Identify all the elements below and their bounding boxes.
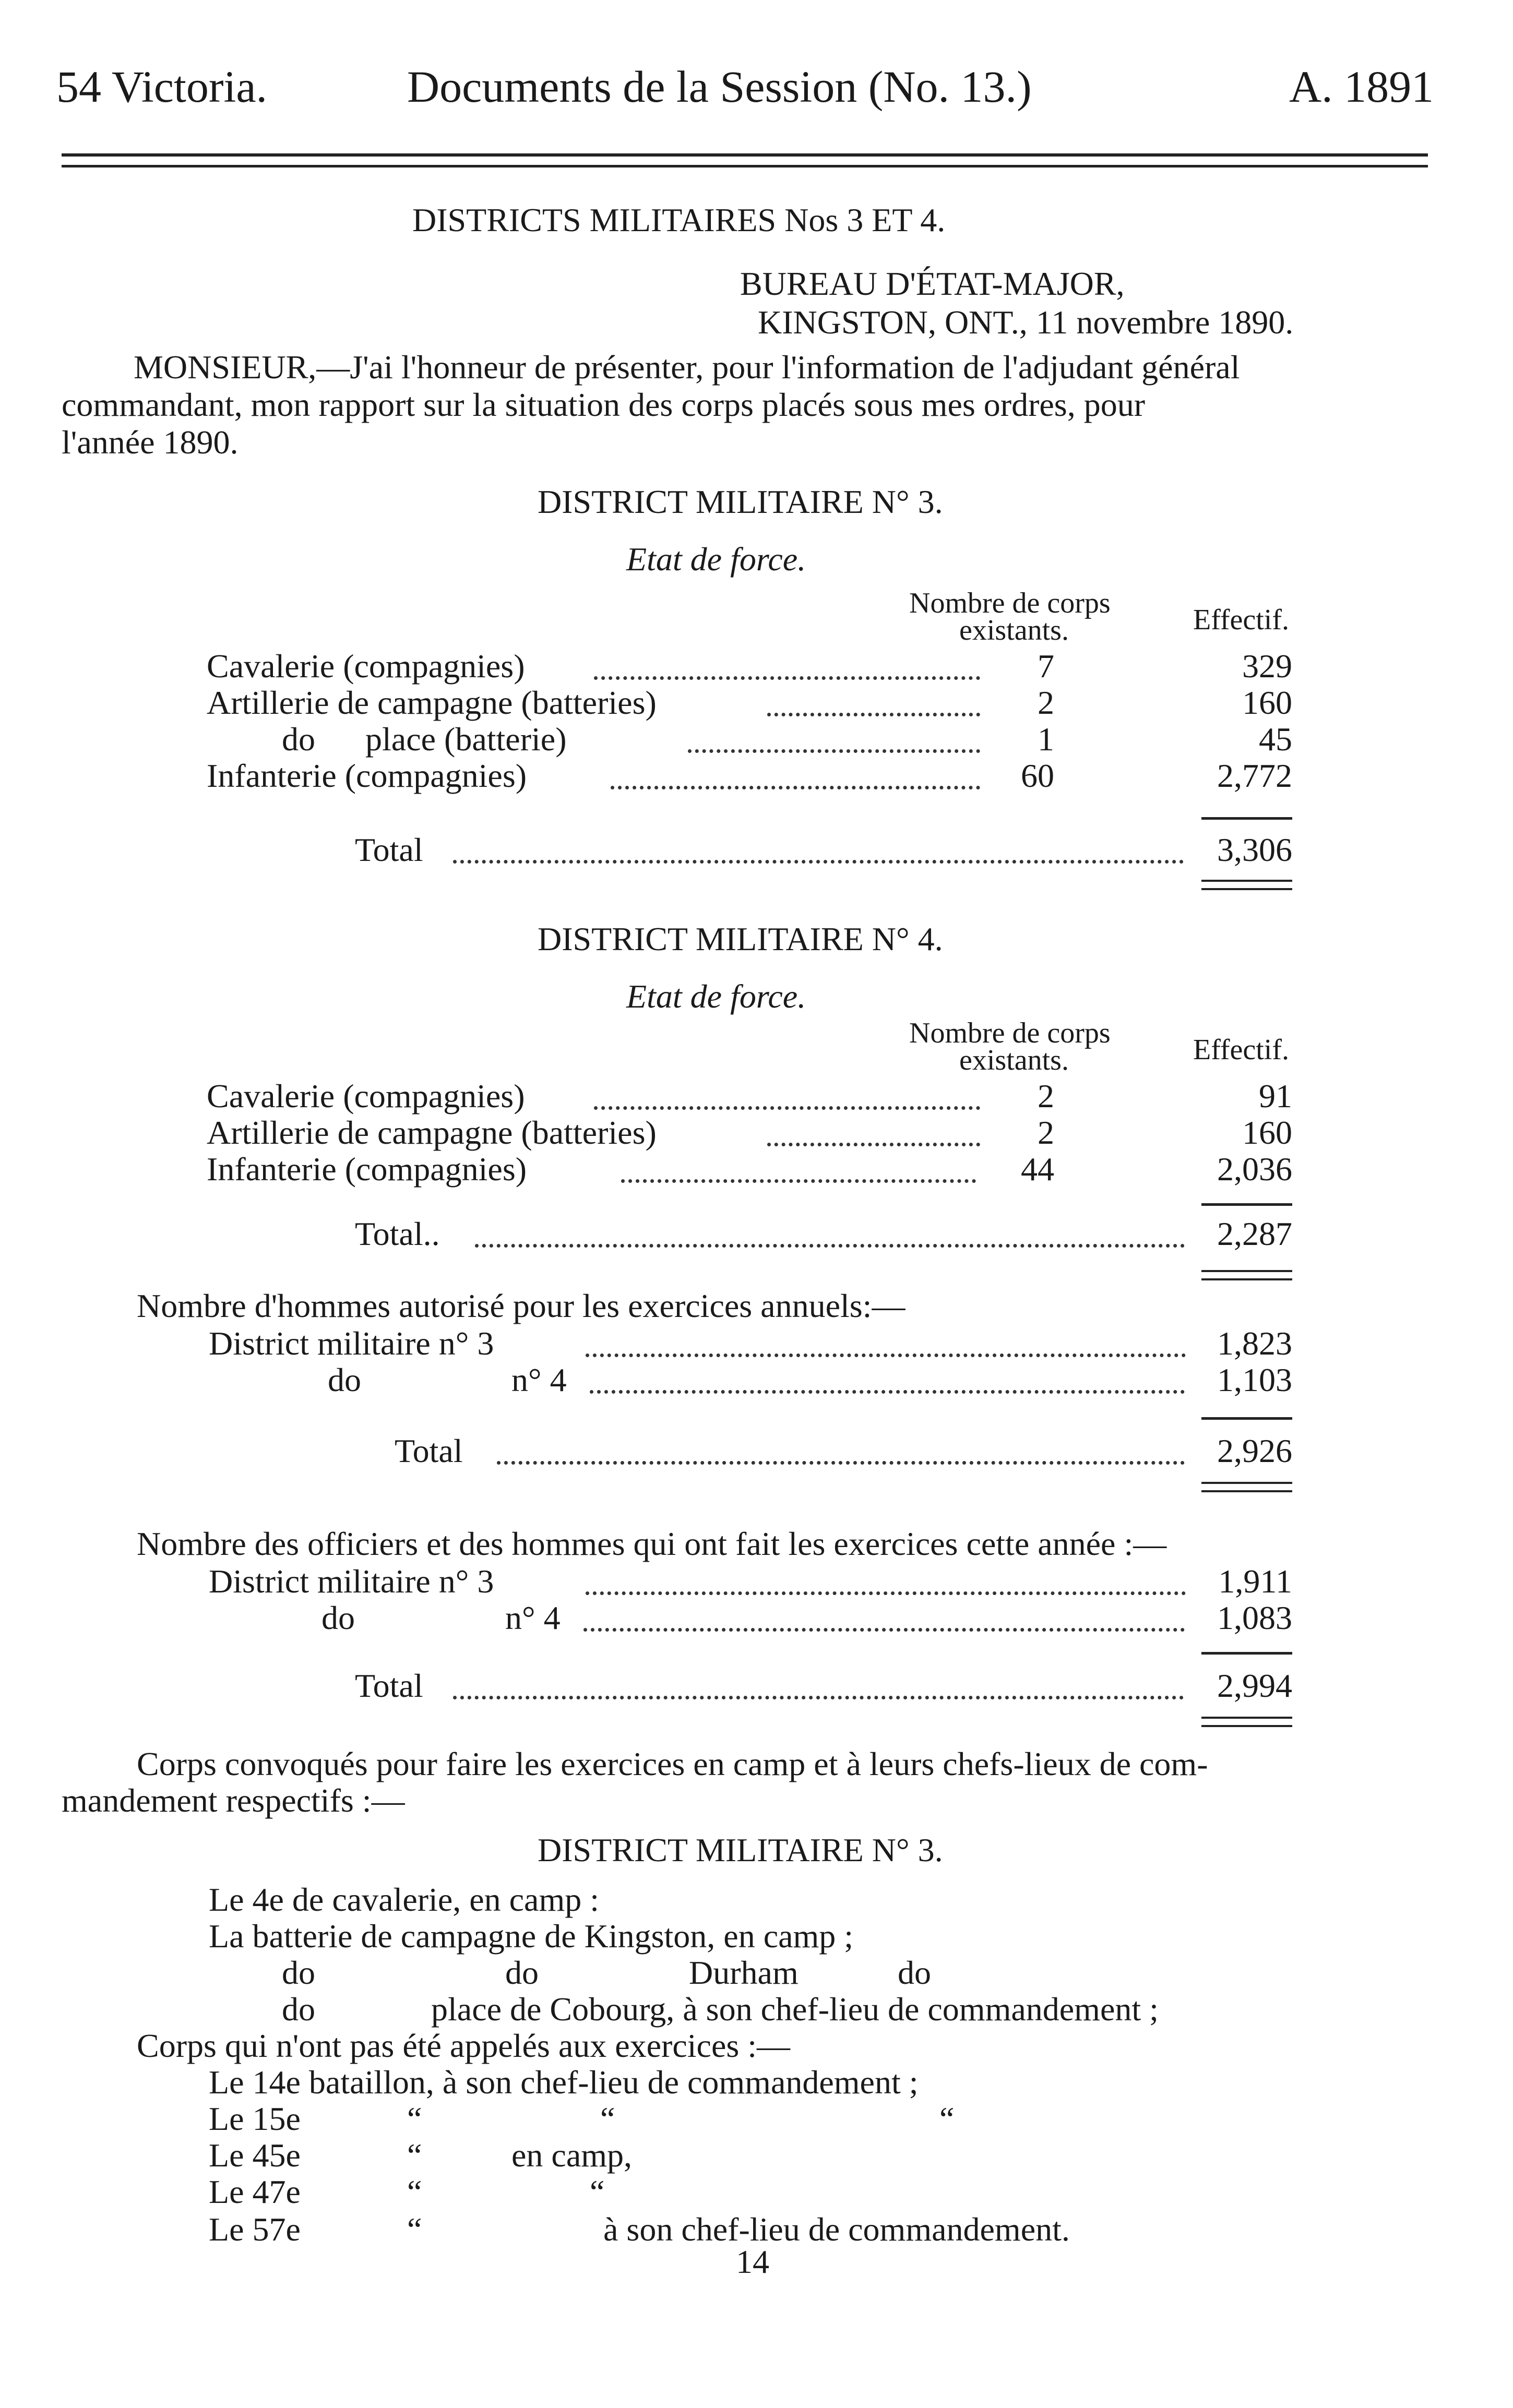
convoked-ditto: do: [282, 1991, 315, 2028]
authorized-total-value: 2,926: [1217, 1432, 1292, 1469]
district-3-total-label: Total: [355, 831, 423, 868]
not-called-text: en camp,: [511, 2137, 632, 2174]
trained-total-value: 2,994: [1217, 1667, 1292, 1704]
district-3-col-effectif: Effectif.: [1193, 604, 1289, 636]
district-3-sum-rule: [1201, 817, 1292, 820]
convoked-list-text: place de Cobourg, à son chef-lieu de commandement ;: [431, 1991, 1159, 2028]
ditto-mark: “: [407, 2173, 422, 2210]
convoked-line-1: Corps convoqués pour faire les exercices en camp et à leurs chefs-lieux de com-: [137, 1745, 1208, 1782]
district-4-col-corps-line-2: existants.: [959, 1044, 1069, 1076]
ditto-mark: “: [407, 2137, 422, 2174]
page-number: 14: [736, 2243, 769, 2280]
authorized-row-2-label: n° 4: [511, 1361, 567, 1398]
ditto-mark: “: [407, 2100, 422, 2137]
header-double-rule-top: [62, 153, 1428, 157]
intro-line-3: l'année 1890.: [62, 424, 239, 461]
district-3-row-corps: 1: [1038, 721, 1054, 758]
not-called-unit: Le 15e: [209, 2100, 301, 2137]
district-3-subheading: Etat de force.: [626, 541, 806, 578]
district-4-total-double-rule: [1201, 1270, 1292, 1272]
authorized-heading: Nombre d'hommes autorisé pour les exercices annuels:—: [137, 1287, 906, 1324]
convoked-line-2: mandement respectifs :—: [62, 1782, 405, 1819]
running-header-right: A. 1891: [1289, 62, 1434, 112]
document-title: DISTRICTS MILITAIRES Nos 3 ET 4.: [412, 201, 946, 238]
district-4-col-corps-line-1: Nombre de corps: [909, 1017, 1111, 1049]
intro-line-2: commandant, mon rapport sur la situation des corps placés sous mes ordres, pour: [62, 386, 1145, 423]
district-3-row-effectif: 45: [1259, 721, 1292, 758]
ditto-mark: “: [590, 2173, 605, 2210]
header-double-rule-bottom: [62, 165, 1428, 167]
trained-total-label: Total: [355, 1667, 423, 1704]
trained-row-2-do: do: [321, 1599, 355, 1636]
district-4-row-corps: 44: [1021, 1151, 1054, 1188]
address-line-2: KINGSTON, ONT., 11 novembre 1890.: [758, 304, 1294, 341]
district-3-row-effectif: 329: [1242, 648, 1292, 685]
district-4-row-corps: 2: [1038, 1077, 1054, 1115]
convoked-ditto: do: [282, 1954, 315, 1991]
authorized-row-1-label: District militaire n° 3: [209, 1325, 494, 1362]
authorized-total-double-rule: [1201, 1482, 1292, 1484]
district-4-heading: DISTRICT MILITAIRE N° 4.: [538, 920, 943, 957]
not-called-unit: Le 47e: [209, 2173, 301, 2210]
district-4-row-label: Infanterie (compagnies): [207, 1151, 527, 1188]
convoked-district-heading: DISTRICT MILITAIRE N° 3.: [538, 1831, 943, 1868]
district-3-row-effectif: 2,772: [1217, 757, 1292, 794]
trained-row-2-label: n° 4: [505, 1599, 561, 1636]
convoked-ditto: do: [898, 1954, 931, 1991]
district-4-row-effectif: 160: [1242, 1114, 1292, 1151]
district-3-col-corps-line-2: existants.: [959, 614, 1069, 646]
district-3-total-double-rule: [1201, 880, 1292, 882]
district-4-total-label: Total..: [355, 1215, 440, 1252]
not-called-heading: Corps qui n'ont pas été appelés aux exercices :—: [137, 2027, 791, 2064]
ditto-mark: “: [600, 2100, 615, 2137]
trained-row-2-value: 1,083: [1217, 1599, 1292, 1636]
authorized-row-2-do: do: [328, 1361, 361, 1398]
not-called-unit: Le 45e: [209, 2137, 301, 2174]
trained-sum-rule: [1201, 1652, 1292, 1655]
trained-row-1-value: 1,911: [1218, 1563, 1292, 1600]
district-3-heading: DISTRICT MILITAIRE N° 3.: [538, 483, 943, 520]
ditto-mark: “: [939, 2100, 955, 2137]
district-4-row-corps: 2: [1038, 1114, 1054, 1151]
authorized-total-label: Total: [395, 1432, 463, 1469]
convoked-list-line: La batterie de campagne de Kingston, en camp ;: [209, 1918, 854, 1955]
trained-row-1-label: District militaire n° 3: [209, 1563, 494, 1600]
district-3-row-corps: 2: [1038, 684, 1054, 721]
district-4-col-effectif: Effectif.: [1193, 1034, 1289, 1066]
district-3-row-label: do place (batterie): [282, 721, 567, 758]
district-4-row-label: Cavalerie (compagnies): [207, 1077, 525, 1115]
running-header-left: 54 Victoria.: [56, 62, 268, 112]
district-4-sum-rule: [1201, 1203, 1292, 1206]
authorized-sum-rule: [1201, 1417, 1292, 1420]
trained-total-double-rule: [1201, 1717, 1292, 1719]
ditto-mark: “: [407, 2211, 422, 2248]
convoked-list-line: Le 4e de cavalerie, en camp :: [209, 1881, 599, 1918]
district-3-row-label: Cavalerie (compagnies): [207, 648, 525, 685]
convoked-ditto: do: [505, 1954, 539, 1991]
district-3-row-corps: 7: [1038, 648, 1054, 685]
convoked-list-text: Durham: [689, 1954, 799, 1991]
not-called-unit: Le 57e: [209, 2211, 301, 2248]
district-3-row-label: Infanterie (compagnies): [207, 757, 527, 794]
district-4-row-effectif: 91: [1259, 1077, 1292, 1115]
district-4-total-value: 2,287: [1217, 1215, 1292, 1252]
district-3-row-effectif: 160: [1242, 684, 1292, 721]
district-3-total-value: 3,306: [1217, 831, 1292, 868]
intro-line-1: MONSIEUR,—J'ai l'honneur de présenter, pour l'information de l'adjudant général: [134, 349, 1240, 386]
district-3-col-corps-line-1: Nombre de corps: [909, 587, 1111, 619]
district-4-row-effectif: 2,036: [1217, 1151, 1292, 1188]
authorized-row-2-value: 1,103: [1217, 1361, 1292, 1398]
address-line-1: BUREAU D'ÉTAT-MAJOR,: [740, 265, 1125, 302]
running-header-center: Documents de la Session (No. 13.): [407, 62, 1032, 112]
district-3-row-corps: 60: [1021, 757, 1054, 794]
district-4-row-label: Artillerie de campagne (batteries): [207, 1114, 657, 1151]
district-4-subheading: Etat de force.: [626, 978, 806, 1015]
trained-heading: Nombre des officiers et des hommes qui ont fait les exercices cette année :—: [137, 1525, 1167, 1562]
not-called-text: à son chef-lieu de commandement.: [603, 2211, 1070, 2248]
not-called-line: Le 14e bataillon, à son chef-lieu de commandement ;: [209, 2064, 919, 2101]
district-3-row-label: Artillerie de campagne (batteries): [207, 684, 657, 721]
authorized-row-1-value: 1,823: [1217, 1325, 1292, 1362]
